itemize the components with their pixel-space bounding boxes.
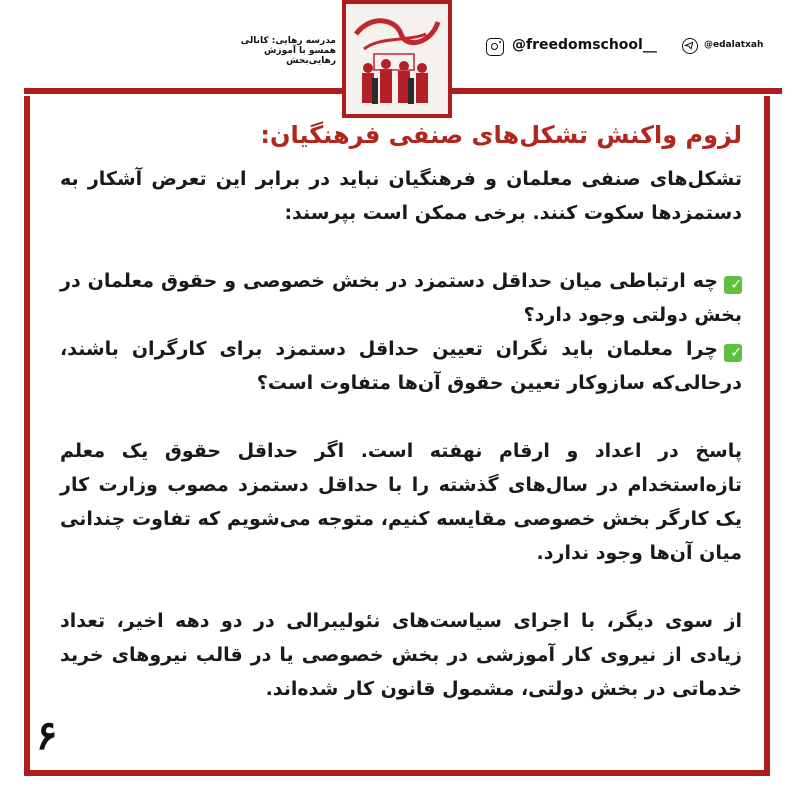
intro-paragraph: تشکل‌های صنفی معلمان و فرهنگیان نباید در برابر این تعرض آشکار به دستمزدها سکوت کنند. برخی ممکن است بپرسند: (60, 168, 742, 224)
check-mark-icon: ✓ (724, 344, 742, 362)
answer-paragraph: پاسخ در اعداد و ارقام نهفته است. اگر حداقل حقوق یک معلم تازه‌استخدام در سال‌های گذشته را با حداقل دستمزد مصوب وزارت کار یک کارگر بخش خصوصی مقایسه کنیم، متوجه می‌شویم که تفاوت چندانی میان آن‌ها وجود ندارد. (60, 440, 742, 564)
instagram-icon (486, 38, 504, 56)
closing-paragraph: از سوی دیگر، با اجرای سیاست‌های نئولیبرالی در دو دهه اخیر، تعداد زیادی از نیروی کار آموزشی در بخش خصوصی یا در قالب نیروهای خرید خدماتی در بخش دولتی، مشمول قانون کار شده‌اند. (60, 610, 742, 700)
page-number: ۶ (36, 712, 58, 759)
article-title: لزوم واکنش تشکل‌های صنفی فرهنگیان: (260, 121, 742, 149)
article-body (60, 118, 742, 706)
logo (342, 0, 452, 118)
telegram-icon (682, 38, 698, 54)
check-mark-icon: ✓ (724, 276, 742, 294)
instagram-handle[interactable]: @freedomschool__ (512, 37, 657, 53)
telegram-handle[interactable]: @edalatxah (704, 40, 764, 50)
logo-illustration (346, 4, 448, 114)
channel-tagline: مدرسه رهایی: کانالی همسو با آموزش رهایی‌بخش (240, 36, 336, 66)
question-2-text: چرا معلمان باید نگران تعیین حداقل دستمزد برای کارگران باشند، درحالی‌که سازوکار تعیین حقوق آن‌ها متفاوت است؟ (60, 338, 742, 394)
question-1 (60, 264, 742, 332)
question-1-text: چه ارتباطی میان حداقل دستمزد در بخش خصوصی و حقوق معلمان در بخش دولتی وجود دارد؟ (60, 270, 742, 326)
question-2 (60, 332, 742, 400)
